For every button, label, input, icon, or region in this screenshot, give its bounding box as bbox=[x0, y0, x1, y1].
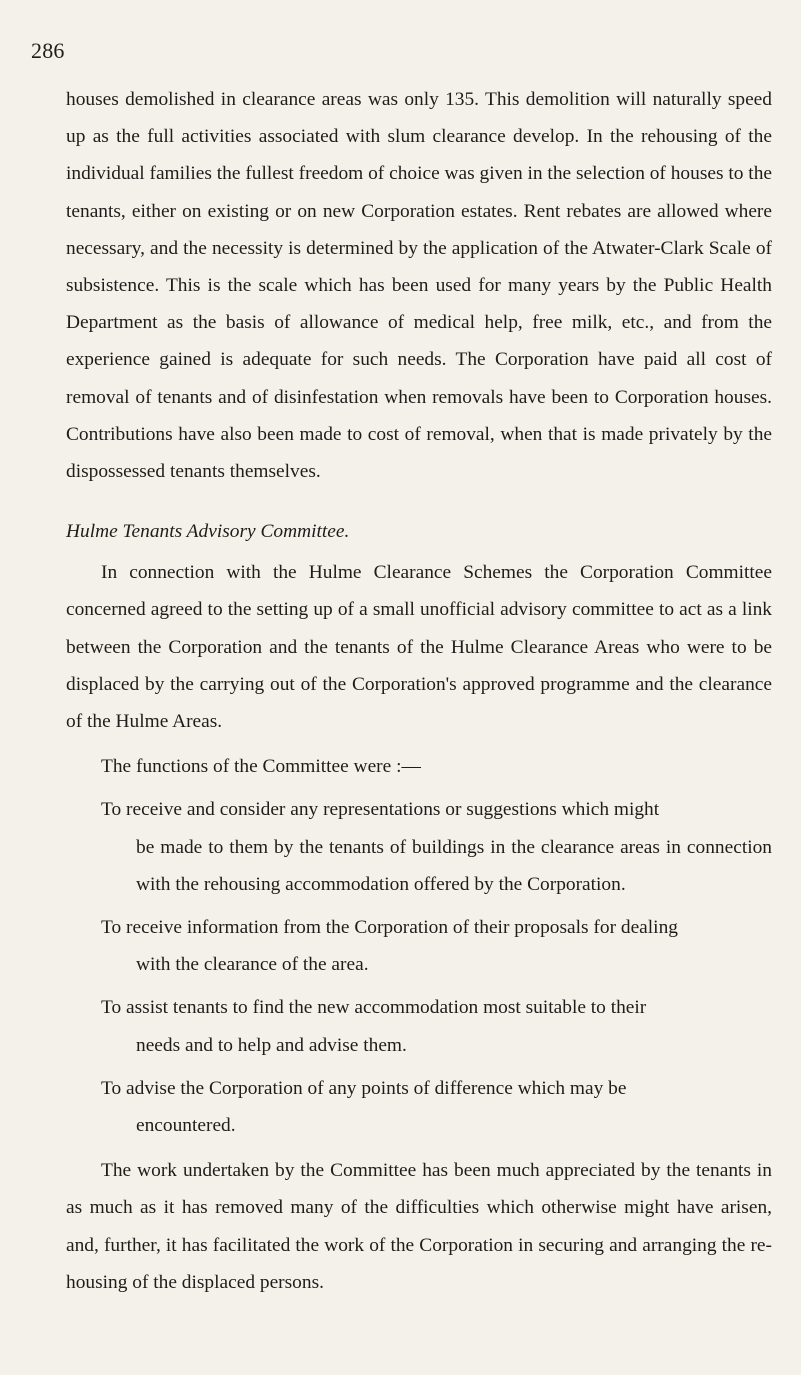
function-item-3 bbox=[66, 989, 772, 1063]
section-heading: Hulme Tenants Advisory Committee. bbox=[66, 521, 350, 543]
function-item-4-rest: encountered. bbox=[136, 1115, 236, 1137]
page-number: 286 bbox=[31, 38, 65, 63]
function-item-1 bbox=[66, 791, 772, 903]
function-item-2-rest: with the clearance of the area. bbox=[136, 954, 369, 976]
opening-paragraph: houses demolished in clearance areas was only 135. This demolition will naturally speed up as the full activities associated with slum clearance develop. In the rehousing of the individual families the fullest freedom of choice was given in the selection of houses to the tenants, either on existing or on new Corporation estates. Rent rebates are allowed where necessary, and the necessity is determined by the application of the Atwater-Clark Scale of subsistence. This is the scale which has been used for many years by the Public Health Department as the basis of allowance of medical help, free milk, etc., and from the experience gained is adequate for such needs. The Corporation have paid all cost of removal of tenants and of disinfestation when removals have been to Corporation houses. Contributions have also been made to cost of removal, when that is made privately by the dispossessed tenants themselves. bbox=[66, 89, 772, 483]
function-item-2-first-line: To receive information from the Corporation of their proposals for dealing bbox=[101, 917, 678, 939]
function-item-4-first-line: To advise the Corporation of any points of difference which may be bbox=[101, 1077, 627, 1099]
function-item-3-rest: needs and to help and advise them. bbox=[136, 1034, 407, 1056]
function-item-2 bbox=[66, 909, 772, 983]
functions-intro: The functions of the Committee were :— bbox=[101, 756, 421, 778]
body-text bbox=[66, 81, 772, 1301]
committee-intro-paragraph: In connection with the Hulme Clearance Schemes the Corporation Committee concerned agreed to the setting up of a small unofficial advisory committee to act as a link between the Corporation and the tenants of the Hulme Clearance Areas who were to be displaced by the carrying out of the Corporation's approved programme and the clearance of the Hulme Areas. bbox=[66, 562, 772, 733]
function-item-3-first-line: To assist tenants to find the new accommodation most suitable to their bbox=[101, 997, 647, 1019]
function-item-1-rest: be made to them by the tenants of buildings in the clearance areas in connection with the rehousing accommodation offered by the Corporation. bbox=[136, 836, 772, 895]
function-item-1-first-line: To receive and consider any representations or suggestions which might bbox=[101, 799, 660, 821]
function-item-4 bbox=[66, 1070, 772, 1144]
closing-paragraph: The work undertaken by the Committee has been much appreciated by the tenants in as much as it has removed many of the difficulties which otherwise might have arisen, and, further, it has facilitated the work of the Corporation in securing and arranging the re-housing of the displaced persons. bbox=[66, 1160, 772, 1293]
